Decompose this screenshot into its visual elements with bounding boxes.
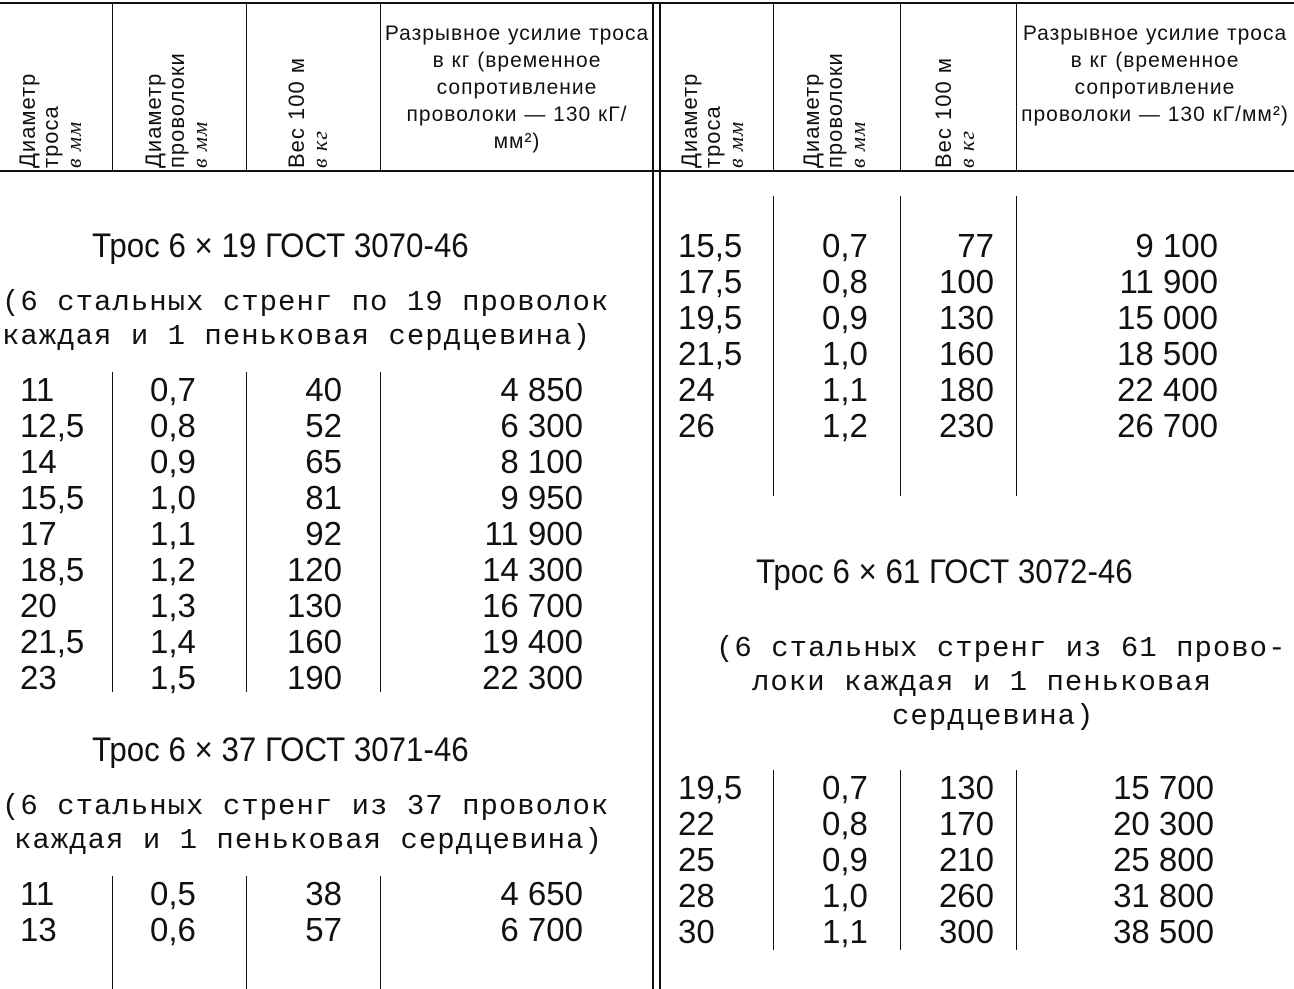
table-row: 28 1,0 260 31 800 (678, 877, 1214, 914)
section-note: (6 стальных стренг из 37 проволок (2, 790, 610, 823)
section-title: Трос 6 × 37 ГОСТ 3071-46 (92, 731, 469, 769)
table-row: 14 0,9 65 8 100 (20, 443, 583, 480)
table-row: 21,5 1,0 160 18 500 (678, 335, 1218, 372)
table-row: 21,5 1,4 160 19 400 (20, 623, 583, 660)
table-row: 26 1,2 230 26 700 (678, 407, 1218, 444)
table-row: 19,5 0,9 130 15 000 (678, 299, 1218, 336)
center-double-rule (652, 4, 654, 989)
header-weight-right: Вес 100 м в кг (931, 57, 979, 168)
section-title: Трос 6 × 61 ГОСТ 3072-46 (756, 553, 1133, 591)
header-breaking-force-right: Разрывное усилие троса в кг (временное сопротивление проволоки — 130 кГ/мм²) (1021, 22, 1289, 126)
header-breaking-force: Разрывное усилие троса в кг (временное сопротивление проволоки — 130 кГ/мм²) (384, 22, 650, 153)
section-note: сердцевина) (892, 700, 1095, 733)
table-row: 22 0,8 170 20 300 (678, 805, 1214, 842)
header-wire-diameter: Диаметр проволоки в мм (141, 52, 212, 168)
header-rule (0, 170, 1294, 172)
section-note: (6 стальных стренг из 61 прово- (716, 632, 1287, 665)
section-title: Трос 6 × 19 ГОСТ 3070-46 (92, 227, 469, 265)
header-rope-diameter: Диаметр троса в мм (15, 72, 86, 168)
section-note: (6 стальных стренг по 19 проволок (2, 286, 610, 319)
table-row: 30 1,1 300 38 500 (678, 913, 1214, 950)
header-wire-diameter-right: Диаметр проволоки в мм (799, 52, 870, 168)
top-rule (0, 2, 1294, 4)
section-note: каждая и 1 пеньковая сердцевина) (14, 824, 603, 857)
table-row: 15,5 1,0 81 9 950 (20, 479, 583, 516)
table-row: 11 0,7 40 4 850 (20, 371, 583, 408)
table-row: 20 1,3 130 16 700 (20, 587, 583, 624)
table-row: 25 0,9 210 25 800 (678, 841, 1214, 878)
section-note: каждая и 1 пеньковая сердцевина) (2, 320, 591, 353)
table-row: 13 0,6 57 6 700 (20, 911, 583, 948)
table-row: 15,5 0,7 77 9 100 (678, 227, 1218, 264)
table-row: 19,5 0,7 130 15 700 (678, 769, 1214, 806)
header-rope-diameter-right: Диаметр троса в мм (677, 72, 748, 168)
data-table-gost-3072 (662, 770, 1294, 950)
table-row: 17 1,1 92 11 900 (20, 515, 583, 552)
table-row: 17,5 0,8 100 11 900 (678, 263, 1218, 300)
table-row: 12,5 0,8 52 6 300 (20, 407, 583, 444)
table-row: 23 1,5 190 22 300 (20, 659, 583, 696)
section-note: локи каждая и 1 пеньковая (752, 666, 1213, 699)
data-table-gost-3071-continued (662, 228, 1294, 444)
data-table-gost-3071 (0, 876, 650, 948)
center-double-rule (659, 4, 661, 989)
table-row: 18,5 1,2 120 14 300 (20, 551, 583, 588)
table-row: 11 0,5 38 4 650 (20, 875, 583, 912)
data-table-gost-3070 (0, 372, 650, 696)
header-weight: Вес 100 м в кг (284, 57, 332, 168)
table-row: 24 1,1 180 22 400 (678, 371, 1218, 408)
